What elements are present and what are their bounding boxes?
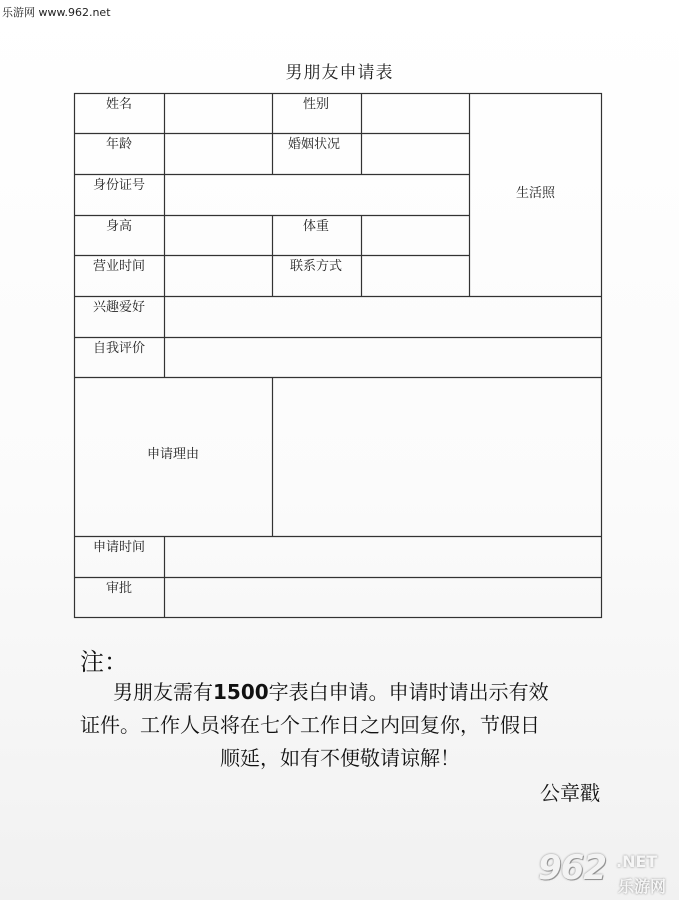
label-gender: 性别	[303, 97, 330, 112]
label-apply-time: 申请时间	[93, 540, 146, 555]
note-line-1	[80, 676, 640, 709]
note-line-1-pre: 男朋友需有	[113, 680, 213, 704]
label-id-number: 身份证号	[93, 178, 146, 193]
label-contact: 联系方式	[290, 259, 343, 274]
label-reason: 申请理由	[147, 447, 200, 462]
label-weight: 体重	[303, 219, 330, 234]
label-life-photo: 生活照	[516, 186, 556, 201]
note-word-count: 1500	[213, 680, 269, 704]
label-business-hours: 营业时间	[93, 259, 146, 274]
watermark-site-label: 乐游网 www.962.net	[2, 6, 111, 19]
label-marital-status: 婚姻状况	[288, 137, 341, 152]
label-hobbies: 兴趣爱好	[93, 300, 146, 315]
note-line-1-post: 字表白申请。申请时请出示有效	[268, 680, 549, 704]
label-name: 姓名	[106, 97, 133, 112]
label-age: 年龄	[106, 137, 133, 152]
label-approval: 审批	[106, 581, 133, 596]
note-line-3: 顺延，如有不便敬请谅解！	[220, 746, 460, 770]
label-height: 身高	[106, 219, 133, 234]
note-heading: 注：	[80, 648, 128, 676]
form-title: 男朋友申请表	[285, 63, 394, 83]
seal-label: 公章戳	[540, 781, 600, 805]
logo-suffix: .NET	[616, 852, 658, 871]
note-body	[80, 676, 640, 775]
note-line-2: 证件。工作人员将在七个工作日之内回复你，节假日	[80, 713, 540, 737]
table-outer-border	[75, 94, 602, 618]
logo-cn-text: 乐游网	[618, 877, 667, 896]
logo-number: 962	[538, 848, 606, 888]
site-logo	[538, 848, 676, 896]
label-self-evaluation: 自我评价	[93, 341, 146, 356]
